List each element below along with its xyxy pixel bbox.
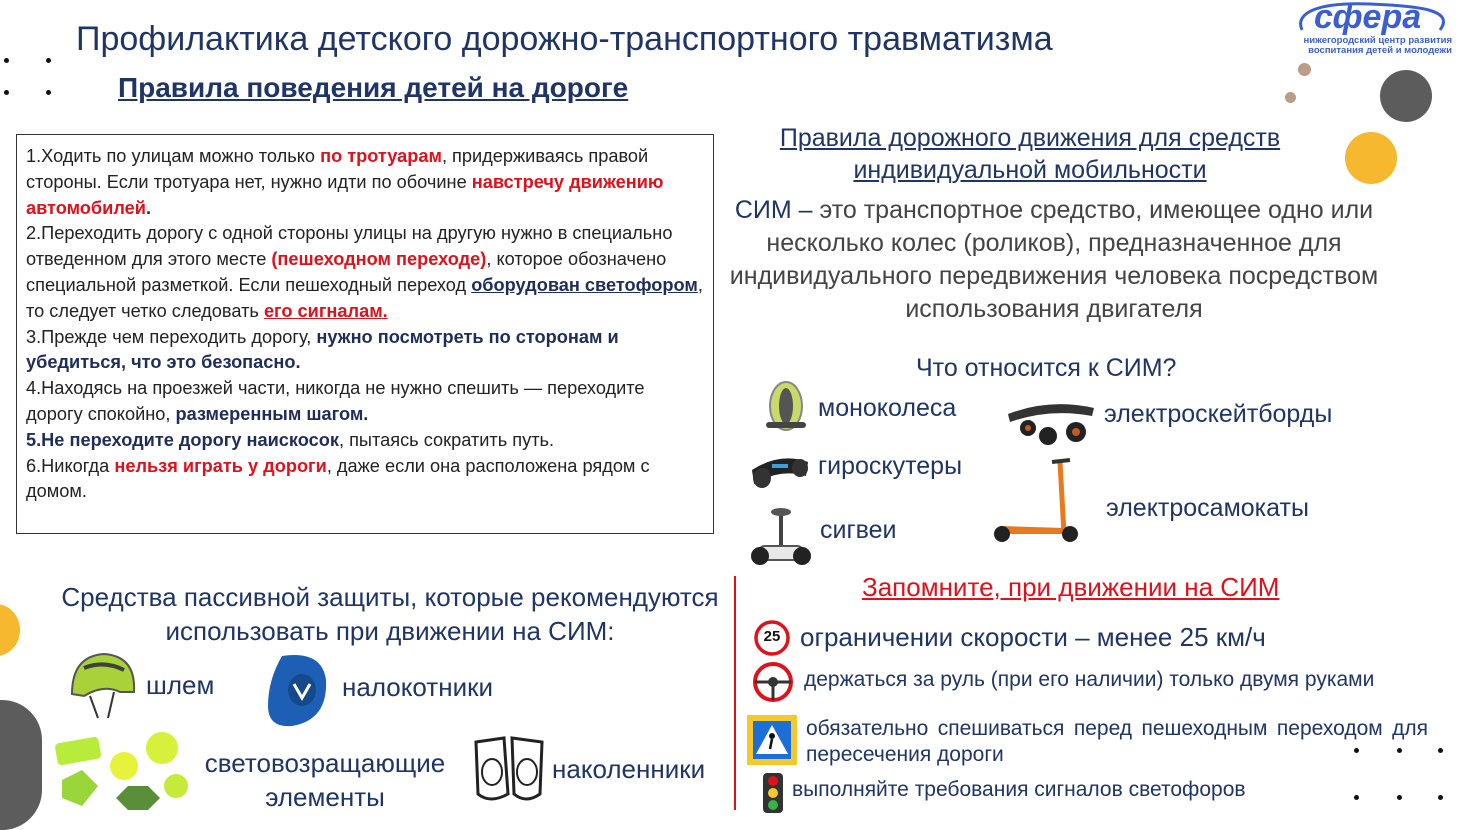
sim-question: Что относится к СИМ? <box>916 354 1177 382</box>
steering-wheel-icon <box>752 660 794 704</box>
rule-1: 1.Ходить по улицам можно только по тротуарам, придерживаясь правой стороны. Если тротуара нет, нужно идти по обочине навстречу движению автомобилей. <box>26 146 664 218</box>
decor-dot <box>1397 795 1402 800</box>
rule-speed-limit: ограничении скорости – менее 25 км/ч <box>800 622 1266 652</box>
e-skateboard-icon <box>1004 392 1096 452</box>
elbow-pads-icon <box>262 650 332 730</box>
decor-circle-tan <box>1298 63 1311 76</box>
e-scooter-icon <box>990 454 1086 546</box>
logo <box>1290 0 1458 56</box>
decor-shape-gray-left <box>0 700 42 830</box>
sim-item-monowheels: моноколеса <box>818 394 957 422</box>
rule-6: 6.Никогда нельзя играть у дороги, даже если она расположена рядом с домом. <box>26 455 650 502</box>
traffic-light-icon <box>762 772 784 814</box>
hoverboard-icon <box>748 448 812 494</box>
rule-3: 3.Прежде чем переходить дорогу, нужно посмотреть по сторонам и убедиться, что это безопасно. <box>26 326 619 373</box>
decor-circle-yellow-left <box>0 604 20 656</box>
pedestrian-crossing-sign-icon <box>746 714 798 766</box>
rule-dismount-crossing: обязательно спешиваться перед пешеходным переходом для пересечения дороги <box>806 717 1428 766</box>
remember-title: Запомните, при движении на СИМ <box>862 572 1280 602</box>
rule-4: 4.Находясь на проезжей части, никогда не нужно спешить — переходите дорогу спокойно, размеренным шагом. <box>26 378 645 424</box>
decor-circle-gray-large <box>1380 70 1432 122</box>
logo-text: сфера <box>1314 0 1422 36</box>
monowheel-icon <box>760 376 812 434</box>
sim-item-e-scooters: электросамокаты <box>1106 494 1309 522</box>
decor-dot <box>46 58 51 63</box>
decor-dot <box>1438 748 1443 753</box>
knee-pads-icon <box>470 734 550 804</box>
decor-dot <box>4 90 9 95</box>
page-subtitle: Правила поведения детей на дороге <box>118 72 629 103</box>
page-title: Профилактика детского дорожно-транспортного травматизма <box>76 20 1053 58</box>
pdd-sim-title: Правила дорожного движения для средств индивидуальной мобильности <box>779 124 1281 184</box>
rule-hold-wheel: держаться за руль (при его наличии) только двумя руками <box>804 668 1375 691</box>
sim-item-hoverboards: гироскутеры <box>818 452 963 480</box>
logo-tagline-1: нижегородский центр развития <box>1303 35 1452 46</box>
passive-item-knee-pads: наколенники <box>552 754 706 784</box>
decor-circle-yellow <box>1345 132 1397 184</box>
logo-tagline-2: воспитания детей и молодежи <box>1308 45 1452 56</box>
sim-definition: СИМ – это транспортное средство, имеющее одно или несколько колес (роликов), предназначенное для индивидуального передвижения человека посредством использования двигателя <box>729 196 1379 323</box>
sim-item-e-skateboards: электроскейтборды <box>1104 400 1333 428</box>
speed-limit-sign-value: 25 <box>763 628 781 645</box>
segway-icon <box>750 504 812 572</box>
passive-item-reflective-line-1: световозращающие элементы <box>204 748 446 812</box>
rules-box <box>16 134 714 534</box>
sim-item-segways: сигвеи <box>820 516 897 544</box>
decor-circle-tan-small <box>1285 92 1296 103</box>
passive-item-helmet: шлем <box>146 670 215 700</box>
decor-dot <box>1438 795 1443 800</box>
passive-protection-title: Средства пассивной защиты, которые рекомендуются использовать при движении на СИМ: <box>61 582 719 646</box>
section-divider <box>734 576 736 810</box>
decor-dot <box>46 90 51 95</box>
rule-traffic-signals: выполняйте требования сигналов светофоров <box>792 778 1246 801</box>
passive-item-elbow-pads: налокотники <box>342 672 493 702</box>
decor-dot <box>1354 795 1359 800</box>
decor-dot <box>4 58 9 63</box>
rule-5: 5.Не переходите дорогу наискосок, пытаясь сократить путь. <box>26 429 555 450</box>
rule-2: 2.Переходить дорогу с одной стороны улицы на другую нужно в специально отведенном для этого месте (пешеходном переходе), которое обозначено специальной разметкой. Если пешеходный переход оборудован светофором, то следует четко следовать его сигналам. <box>26 223 703 321</box>
reflective-elements-icon <box>52 726 192 812</box>
helmet-icon <box>64 648 140 720</box>
